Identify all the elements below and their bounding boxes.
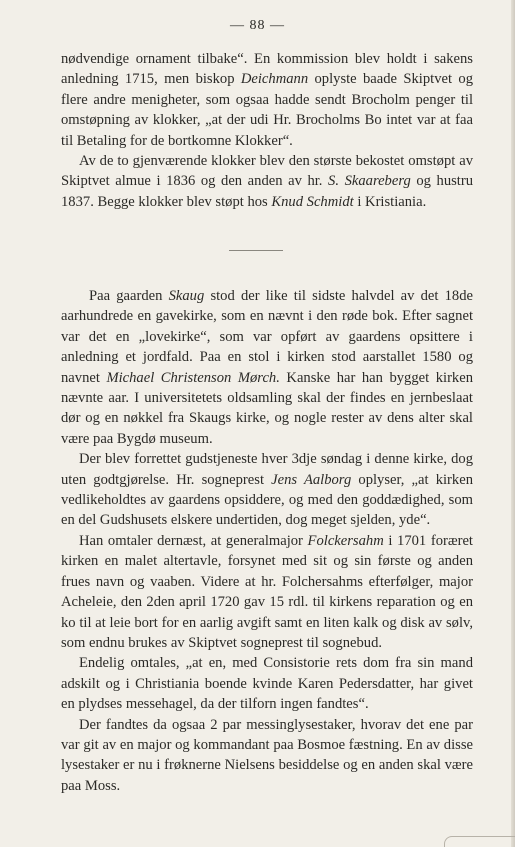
- text-run: nødvendige ornament tilbake“. En kommission blev holdt i sakens anledning 1715, men biskop: [61, 51, 473, 88]
- text-run: Endelig omtales, „at en, med Consistorie rets dom fra sin mand adskilt og i Christiania boende kvinde Karen Pedersdatter, har givet en plydses messehagel, da der tilforn ingen fandtes“.: [61, 655, 473, 713]
- italic-name: Deichmann: [240, 71, 309, 88]
- paragraph: [61, 531, 473, 653]
- italic-name: Knud Schmidt: [271, 193, 354, 210]
- text-run: i Kristiania.: [353, 193, 427, 210]
- text-run: Paa gaarden: [89, 288, 169, 304]
- text-run: Kanske har han bygget kirken nævnte aar. I universitetets oldsamling skal der findes en jernbeslaat dør og en nøkkel fra Skaugs kirke, og nogle rester av dens alter skal være paa Bygdø museum.: [61, 369, 473, 447]
- text-run: Der blev forrettet gudstjeneste hver 3dje søndag i denne kirke, dog uten godtgjørelse. Hr. sogneprest: [61, 451, 473, 488]
- text-run: oplyste baade Skiptvet og flere andre menigheter, som ogsaa hadde sendt Brocholm penger til omstøpning av klokker, „at der udi Hr. Brocholms Bo intet var at faa til Betaling for de bortkomne Klokker“.: [61, 71, 473, 149]
- italic-name: Skaug: [168, 288, 205, 304]
- section-bells: [61, 49, 473, 212]
- text-run: Der fandtes da ogsaa 2 par messinglysestaker, hvorav det ene par var git av en major og kommandant paa Bosmoe fæstning. En av disse lysestaker er nu i frøknerne Nielsens besiddelse og en anden skal være paa Moss.: [61, 716, 473, 794]
- italic-name: Michael Christenson Mørch.: [106, 369, 280, 386]
- paragraph: [61, 715, 473, 797]
- page-corner: [444, 836, 515, 847]
- italic-name: Folckersahm: [307, 532, 384, 549]
- text-run: oplyser, „at kirken vedlikeholdtes av gaardens opsiddere, og med den goddædighed, som en del Gudshusets elskere undertiden, dog meget sjelden, yde“.: [61, 471, 473, 529]
- italic-name: S. Skaareberg: [328, 173, 411, 190]
- page-edge: [511, 0, 515, 847]
- text-run: i 1701 foræret kirken en malet altertavle, forsynet med sit og sin første og anden frues navn og vaaben. Videre at hr. Folchersahms efterfølger, major Acheleie, den 2den april 1720 gav 15 rdl. til kirkens reparation og en ko til at leie bort for en aarlig avgift samt en liten kalk og disk av sølv, som endnu brukes av Skiptvet sogneprest til sognebud.: [61, 532, 473, 651]
- section-skaug-church: [61, 286, 473, 796]
- paragraph: [61, 151, 473, 212]
- paragraph: [61, 49, 473, 151]
- text-run: stod der like til sidste halvdel av det 18de aarhundrede en gavekirke, som en nævnt i den røde bok. Efter sagnet var det en „lovekirke“, som var opført av gaardens opsittere i anledning et jordfald. Paa en stol i kirken stod aarstallet 1580 og navnet: [61, 288, 473, 386]
- section-divider: [229, 250, 283, 251]
- text-run: og hustru 1837. Begge klokker blev støpt hos: [61, 173, 473, 210]
- text-run: Han omtaler dernæst, at generalmajor: [79, 532, 308, 549]
- italic-name: Jens Aalborg: [271, 471, 352, 488]
- page-number: — 88 —: [230, 18, 285, 33]
- paragraph: [61, 449, 473, 531]
- paragraph: [61, 286, 473, 449]
- text-run: Av de to gjenværende klokker blev den største bekostet omstøpt av Skiptvet almue i 1836 og den anden av hr.: [61, 153, 473, 190]
- paragraph: [61, 653, 473, 714]
